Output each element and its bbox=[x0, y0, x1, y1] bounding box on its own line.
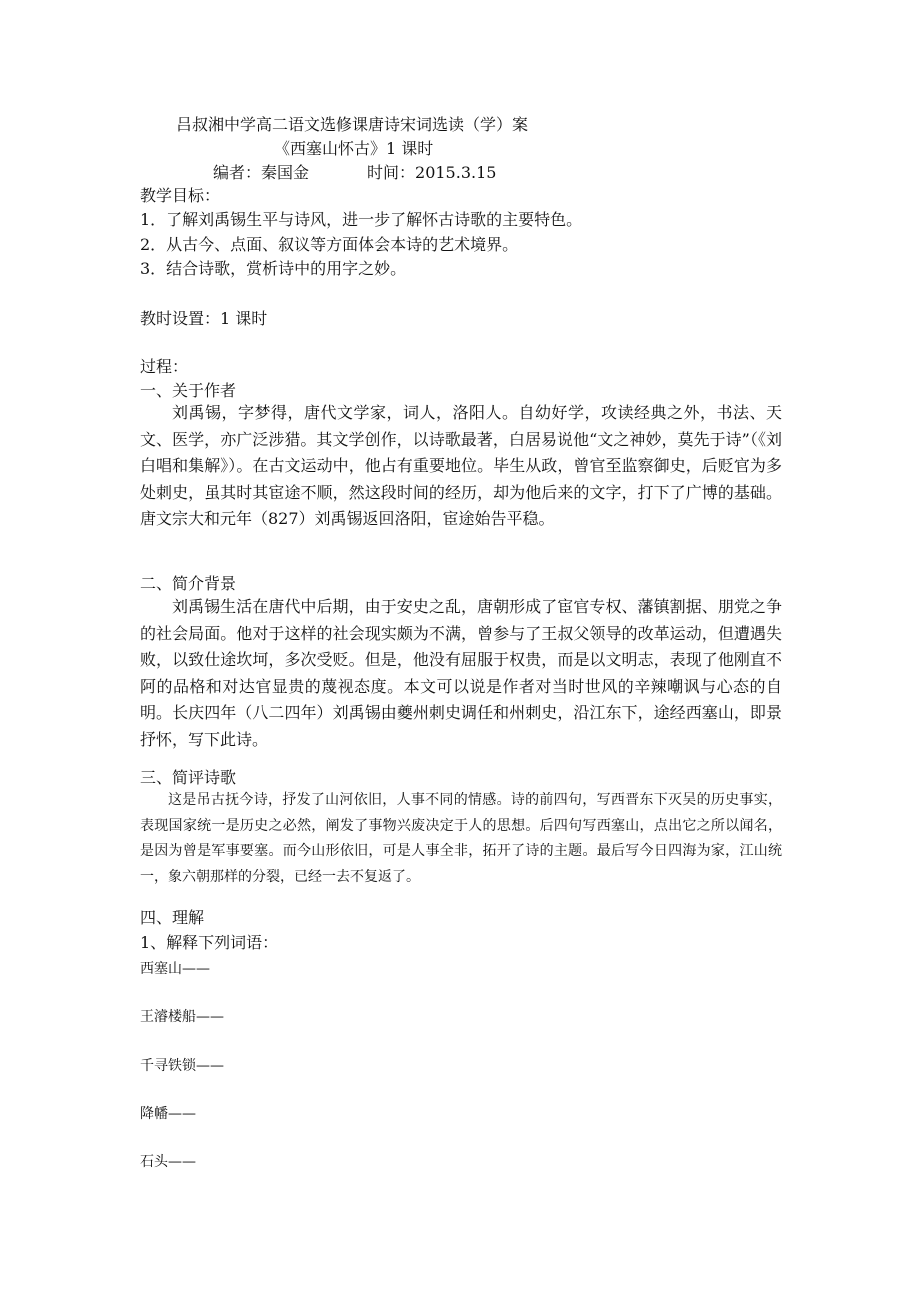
document-meta bbox=[213, 162, 496, 184]
term-item: 降幡—— bbox=[140, 1106, 196, 1122]
process-heading: 过程： bbox=[140, 357, 189, 376]
term-item: 千寻铁锁—— bbox=[140, 1058, 224, 1074]
objective-item: 3．结合诗歌，赏析诗中的用字之妙。 bbox=[140, 259, 407, 278]
section-body-author: 刘禹锡，字梦得，唐代文学家，词人，洛阳人。自幼好学，攻读经典之外，书法、天文、医学，亦广泛涉猎。其文学创作，以诗歌最著，白居易说他“文之神妙，莫先于诗”（《刘白唱和集解》）。在古文运动中，他占有重要地位。毕生从政，曾官至监察御史，后贬官为多处刺史，虽其时其宦途不顺，然这段时间的经历，却为他后来的文字，打下了广博的基础。唐文宗大和元年（827）刘禹锡返回洛阳，宦途始告平稳。 bbox=[140, 403, 782, 528]
term-item: 西塞山—— bbox=[140, 961, 210, 977]
section-subheading-terms: 1、解释下列词语： bbox=[140, 933, 279, 952]
editor-label: 编者：秦国金 bbox=[213, 163, 310, 182]
section-heading-review: 三、简评诗歌 bbox=[140, 768, 237, 787]
section-heading-author: 一、关于作者 bbox=[140, 381, 237, 400]
schedule-text: 教时设置：1 课时 bbox=[140, 309, 268, 328]
term-item: 王濬楼船—— bbox=[140, 1009, 224, 1025]
section-body-background: 刘禹锡生活在唐代中后期，由于安史之乱，唐朝形成了宦官专权、藩镇割据、朋党之争的社会局面。他对于这样的社会现实颇为不满，曾参与了王叔父领导的改革运动，但遭遇失败，以致仕途坎坷，多次受贬。但是，他没有屈服于权贵，而是以文明志，表现了他刚直不阿的品格和对达官显贵的蔑视态度。本文可以说是作者对当时世风的辛辣嘲讽与心态的自明。长庆四年（八二四年）刘禹锡由夔州刺史调任和州刺史，沿江东下，途经西塞山，即景抒怀，写下此诗。 bbox=[140, 597, 782, 749]
document-title: 吕叔湘中学高二语文选修课唐诗宋词选读（学）案 bbox=[176, 115, 529, 134]
section-heading-understanding: 四、理解 bbox=[140, 908, 205, 927]
section-body-review: 这是吊古抚今诗，抒发了山河依旧，人事不同的情感。诗的前四句，写西晋东下灭吴的历史事实，表现国家统一是历史之必然，阐发了事物兴废决定于人的思想。后四句写西塞山，点出它之所以闻名，是因为曾是军事要塞。而今山形依旧，可是人事全非，拓开了诗的主题。最后写今日四海为家，江山统一，象六朝那样的分裂，已经一去不复返了。 bbox=[140, 792, 782, 885]
term-item: 石头—— bbox=[140, 1154, 196, 1170]
section-heading-background: 二、简介背景 bbox=[140, 574, 237, 593]
document-subtitle: 《西塞山怀古》1 课时 bbox=[274, 139, 434, 158]
objective-item: 2．从古今、点面、叙议等方面体会本诗的艺术境界。 bbox=[140, 235, 519, 254]
time-label: 时间：2015.3.15 bbox=[367, 163, 497, 182]
objective-item: 1．了解刘禹锡生平与诗风，进一步了解怀古诗歌的主要特色。 bbox=[140, 210, 583, 229]
objectives-heading: 教学目标： bbox=[140, 186, 221, 205]
